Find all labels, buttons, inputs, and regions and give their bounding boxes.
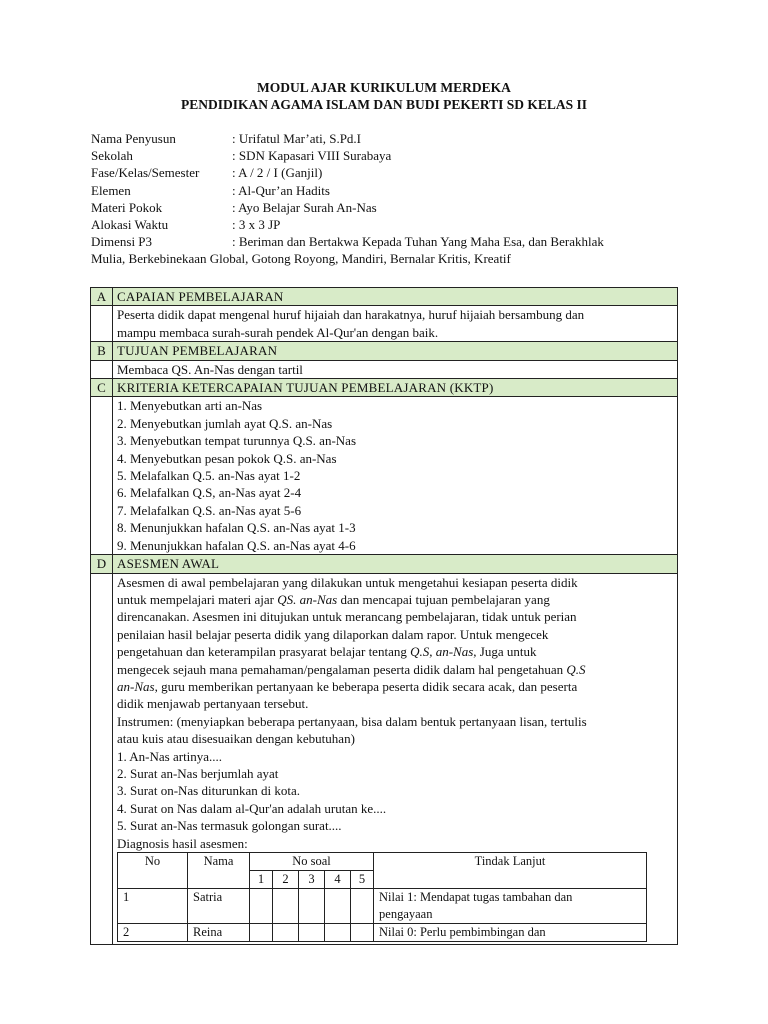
module-table: [90, 287, 678, 945]
question-item: 5. Surat an-Nas termasuk golongan surat....: [117, 818, 342, 834]
diagnosis-label: Diagnosis hasil asesmen:: [117, 835, 248, 851]
document-subtitle: PENDIDIKAN AGAMA ISLAM DAN BUDI PEKERTI SD KELAS II: [180, 97, 588, 112]
list-item: 6. Melafalkan Q.S, an-Nas ayat 2-4: [117, 485, 302, 501]
meta-row: [91, 130, 681, 147]
meta-value: : SDN Kapasari VIII Surabaya: [232, 148, 392, 164]
cell-no: 1: [118, 889, 188, 924]
section-d-header: [91, 555, 678, 573]
meta-label: Alokasi Waktu: [91, 217, 169, 233]
section-title: CAPAIAN PEMBELAJARAN: [113, 288, 678, 306]
list-item: 3. Menyebutkan tempat turunnya Q.S. an-Nas: [117, 433, 357, 449]
question-item: 3. Surat on-Nas diturunkan di kota.: [117, 783, 301, 799]
document-title: MODUL AJAR KURIKULUM MERDEKA: [257, 80, 511, 95]
text-line: direncanakan. Asesmen ini ditujukan untuk merancang pembelajaran, tidak untuk perian: [117, 609, 577, 625]
question-item: 4. Surat on Nas dalam al-Qur'an adalah urutan ke....: [117, 800, 387, 816]
meta-value: : A / 2 / I (Ganjil): [232, 165, 323, 181]
meta-label: Elemen: [91, 182, 131, 198]
diagnosis-table: [117, 852, 647, 942]
list-item: 8. Menunjukkan hafalan Q.S. an-Nas ayat 1-3: [117, 520, 356, 536]
meta-row: [91, 164, 681, 181]
soal-number: 2: [273, 871, 299, 889]
meta-label: Sekolah: [91, 148, 133, 164]
section-title: ASESMEN AWAL: [113, 555, 678, 573]
cell-nama: Reina: [188, 924, 250, 942]
text-line: pengetahuan dan keterampilan prasyarat belajar tentang Q.S, an-Nas, Juga untuk: [117, 644, 537, 660]
soal-number: 1: [250, 871, 273, 889]
section-title: TUJUAN PEMBELAJARAN: [113, 342, 678, 360]
meta-value: : Beriman dan Bertakwa Kepada Tuhan Yang Maha Esa, dan Berakhlak: [232, 234, 604, 250]
col-tindak-lanjut: Tindak Lanjut: [374, 853, 647, 889]
meta-continuation: Mulia, Berkebinekaan Global, Gotong Royong, Mandiri, Bernalar Kritis, Kreatif: [91, 251, 511, 267]
meta-value: : 3 x 3 JP: [232, 217, 281, 233]
cell-no: 2: [118, 924, 188, 942]
text-line: untuk mempelajari materi ajar QS. an-Nas dan mencapai tujuan pembelajaran yang: [117, 591, 550, 607]
list-item: 7. Melafalkan Q.S. an-Nas ayat 5-6: [117, 502, 302, 518]
section-letter: C: [91, 379, 113, 397]
list-item: 4. Menyebutkan pesan pokok Q.S. an-Nas: [117, 450, 337, 466]
text-line: Asesmen di awal pembelajaran yang dilakukan untuk mengetahui kesiapan peserta didik: [117, 574, 578, 590]
meta-label: Dimensi P3: [91, 234, 153, 250]
text-line: penilaian hasil belajar peserta didik yang dilaporkan dalam rapor. Untuk mengecek: [117, 626, 549, 642]
meta-row: [91, 233, 681, 250]
text-line: Instrumen: (menyiapkan beberapa pertanyaan, bisa dalam bentuk pertanyaan lisan, tertulis: [117, 713, 587, 729]
section-d-content: [91, 573, 678, 945]
list-item: 1. Menyebutkan arti an-Nas: [117, 398, 263, 414]
question-item: 1. An-Nas artinya....: [117, 748, 223, 764]
text-line: mampu membaca surah-surah pendek Al-Qur'an dengan baik.: [117, 324, 439, 340]
list-item: 9. Menunjukkan hafalan Q.S. an-Nas ayat 4-6: [117, 537, 356, 553]
text-line: Membaca QS. An-Nas dengan tartil: [113, 360, 678, 378]
cell-tindak: Nilai 1: Mendapat tugas tambahan dan pengayaan: [374, 889, 647, 924]
cell-nama: Satria: [188, 889, 250, 924]
text-line: Peserta didik dapat mengenal huruf hijaiah dan harakatnya, huruf hijaiah bersambung dan: [117, 307, 585, 323]
soal-number: 5: [351, 871, 374, 889]
section-a-content: [91, 306, 678, 342]
meta-label: Nama Penyusun: [91, 131, 176, 146]
section-b-header: [91, 342, 678, 360]
meta-value: : Urifatul Mar’ati, S.Pd.I: [232, 131, 362, 146]
section-a-header: [91, 288, 678, 306]
section-letter: D: [91, 555, 113, 573]
table-row: [118, 924, 647, 942]
cell-tindak: Nilai 0: Perlu pembimbingan dan: [374, 924, 647, 942]
meta-row: [91, 216, 681, 233]
meta-row: [91, 199, 681, 216]
text-line: didik menjawab pertanyaan tersebut.: [117, 696, 309, 712]
section-title: KRITERIA KETERCAPAIAN TUJUAN PEMBELAJARAN (KKTP): [113, 379, 678, 397]
section-b-content: [91, 360, 678, 378]
table-row: [118, 889, 647, 924]
section-c-content: [91, 397, 678, 555]
list-item: 2. Menyebutkan jumlah ayat Q.S. an-Nas: [117, 415, 333, 431]
col-no-soal: No soal: [250, 853, 374, 871]
col-no: No: [118, 853, 188, 889]
col-nama: Nama: [188, 853, 250, 889]
diag-header-row: [118, 853, 647, 871]
section-letter: A: [91, 288, 113, 306]
meta-value: : Al-Qur’an Hadits: [232, 182, 330, 198]
text-line: atau kuis atau disesuaikan dengan kebutuhan): [117, 731, 355, 747]
soal-number: 3: [299, 871, 325, 889]
text-line: an-Nas, guru memberikan pertanyaan ke beberapa peserta didik secara acak, dan peserta: [117, 678, 578, 694]
section-letter: B: [91, 342, 113, 360]
meta-value: : Ayo Belajar Surah An-Nas: [232, 199, 377, 215]
meta-row: [91, 182, 681, 199]
meta-row: [91, 147, 681, 164]
meta-label: Materi Pokok: [91, 199, 163, 215]
identity-block: [91, 130, 681, 268]
section-c-header: [91, 379, 678, 397]
text-line: mengecek sejauh mana pemahaman/pengalaman peserta didik dalam hal pengetahuan Q.S: [117, 661, 586, 677]
question-item: 2. Surat an-Nas berjumlah ayat: [117, 765, 279, 781]
soal-number: 4: [325, 871, 351, 889]
meta-label: Fase/Kelas/Semester: [91, 165, 200, 181]
list-item: 5. Melafalkan Q.5. an-Nas ayat 1-2: [117, 468, 301, 484]
